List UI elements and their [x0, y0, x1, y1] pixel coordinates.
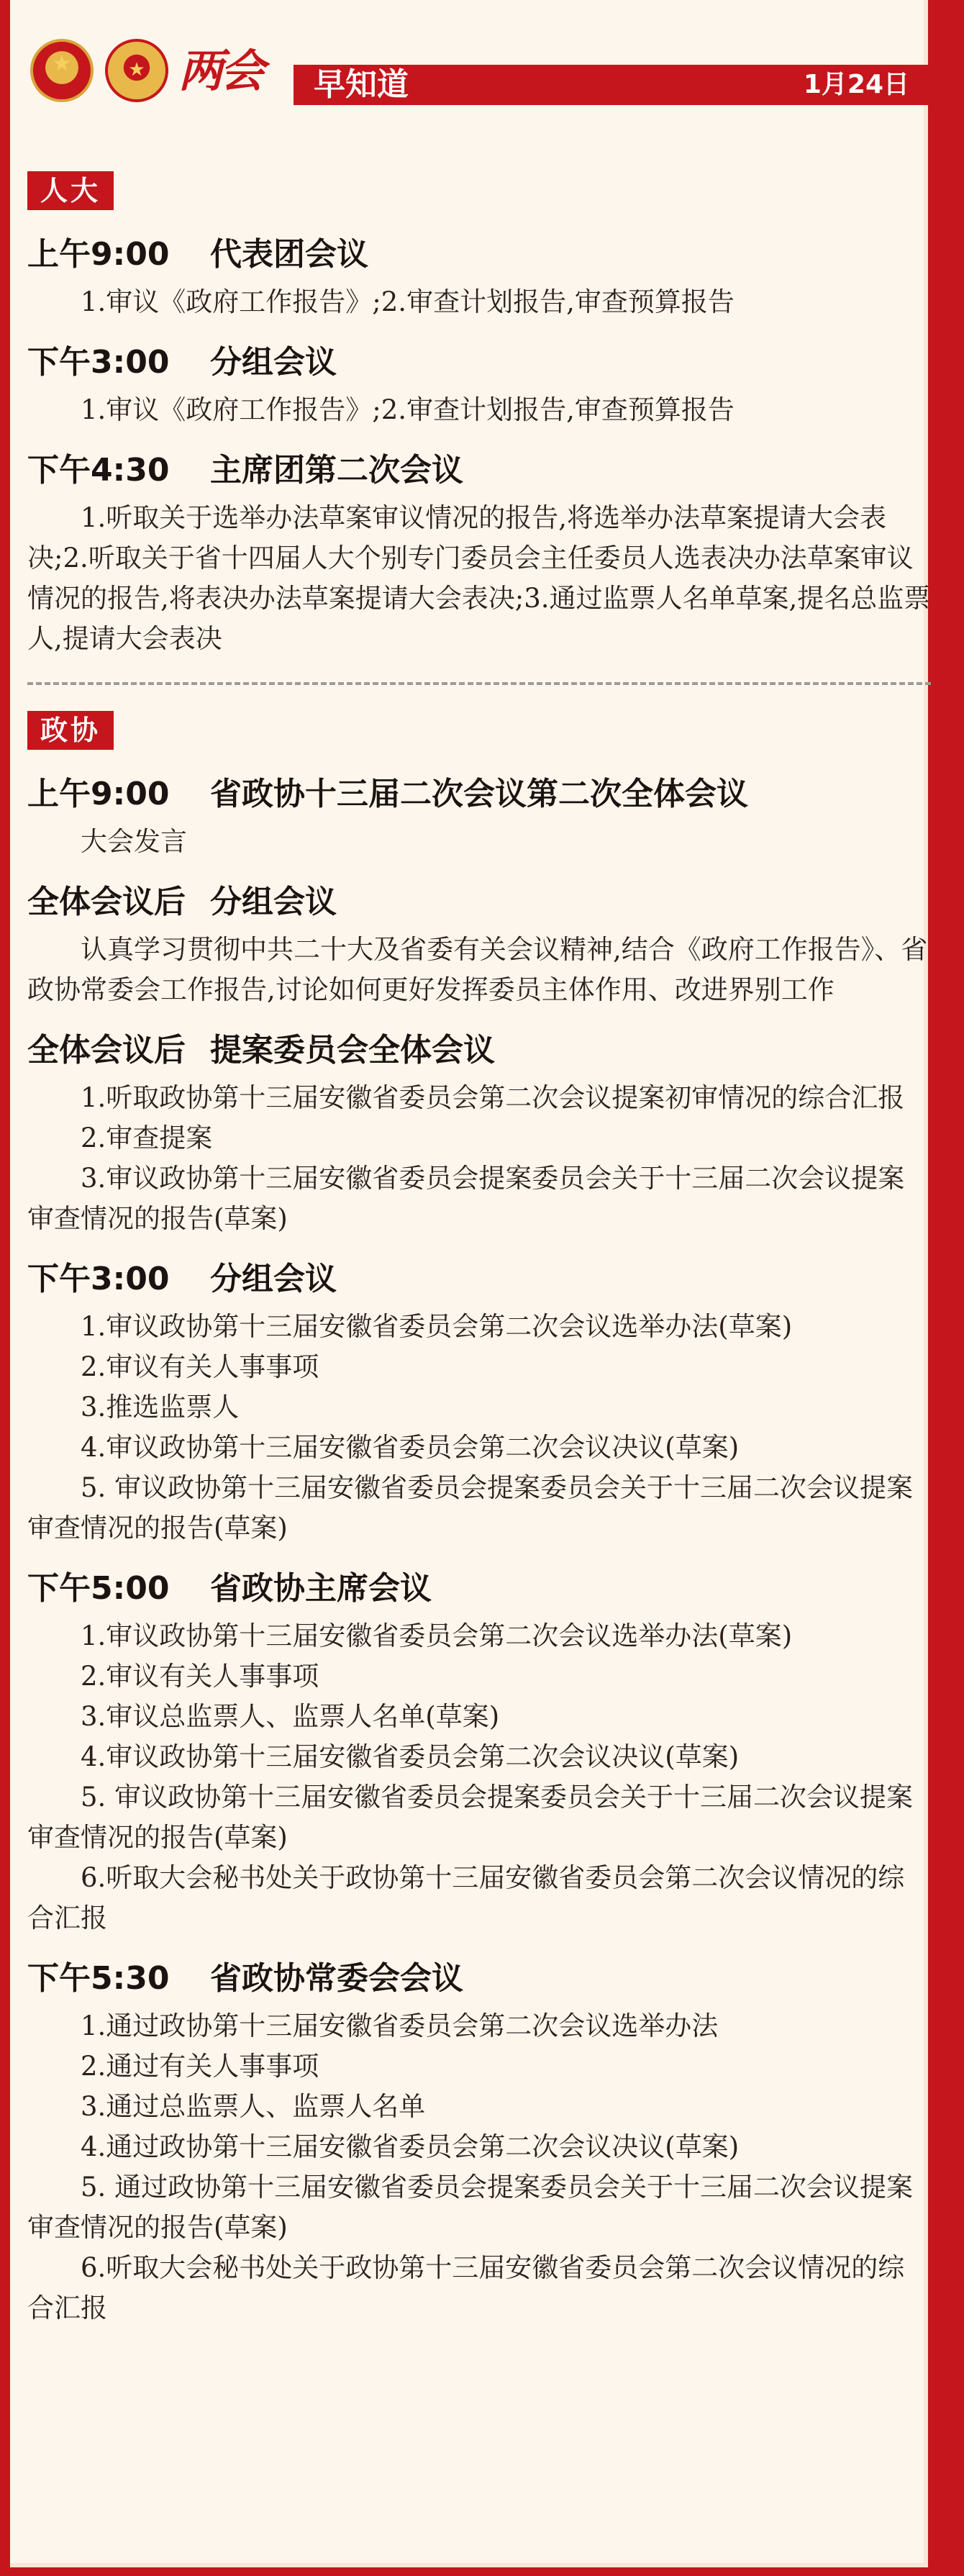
agenda-heading	[27, 1561, 931, 1616]
agenda-paragraph: 2.通过有关人事事项	[81, 2051, 319, 2082]
agenda-paragraph: 6.听取大会秘书处关于政协第十三届安徽省委员会第二次会议情况的综合汇报	[27, 2252, 905, 2323]
page-content	[27, 20, 931, 2328]
frame-bottom-strip	[10, 2563, 924, 2567]
title-banner	[294, 65, 931, 105]
agenda-paragraph: 5. 通过政协第十三届安徽省委员会提案委员会关于十三届二次会议提案审查情况的报告(草案)	[27, 2172, 914, 2243]
agenda-paragraph: 4.通过政协第十三届安徽省委员会第二次会议决议(草案)	[81, 2131, 740, 2162]
agenda-paragraph: 1.听取政协第十三届安徽省委员会第二次会议提案初审情况的综合汇报	[81, 1082, 905, 1113]
agenda-time: 下午5:00	[27, 1570, 170, 1607]
lianghui-logo: 两会	[178, 45, 263, 97]
agenda-paragraph: 认真学习贯彻中共二十大及省委有关会议精神,结合《政府工作报告》、省政协常委会工作报告,讨论如何更好发挥委员主体作用、改进界别工作	[27, 934, 928, 1005]
agenda-body	[27, 282, 931, 322]
agenda-body	[27, 1616, 931, 1938]
cppcc-tag: 政协	[27, 711, 114, 750]
agenda-item	[27, 335, 931, 430]
agenda-paragraph: 6.听取大会秘书处关于政协第十三届安徽省委员会第二次会议情况的综合汇报	[27, 1862, 905, 1933]
agenda-paragraph: 3.通过总监票人、监票人名单	[81, 2091, 426, 2122]
cppcc-emblem-icon: ★	[105, 39, 168, 102]
agenda-paragraph: 4.审议政协第十三届安徽省委员会第二次会议决议(草案)	[81, 1432, 740, 1463]
page-header	[27, 20, 931, 114]
frame-bottom-border	[0, 2567, 964, 2576]
agenda-item	[27, 1951, 931, 2328]
agenda-paragraph: 3.推选监票人	[81, 1392, 240, 1423]
agenda-body	[27, 2006, 931, 2328]
agenda-paragraph: 2.审议有关人事事项	[81, 1351, 319, 1382]
agenda-body	[27, 1078, 931, 1239]
page-title: 早知道	[314, 66, 409, 103]
agenda-time: 下午5:30	[27, 1960, 170, 1997]
agenda-heading	[27, 1951, 931, 2006]
agenda-paragraph: 5. 审议政协第十三届安徽省委员会提案委员会关于十三届二次会议提案审查情况的报告(草案)	[27, 1782, 914, 1853]
agenda-title: 提案委员会全体会议	[210, 1032, 495, 1069]
agenda-body	[27, 498, 931, 659]
agenda-heading	[27, 443, 931, 498]
agenda-time: 全体会议后	[27, 1032, 186, 1069]
cppcc-section	[27, 711, 931, 2328]
agenda-item	[27, 875, 931, 1010]
agenda-title: 代表团会议	[210, 236, 368, 273]
agenda-paragraph: 2.审查提案	[81, 1123, 213, 1153]
agenda-title: 分组会议	[210, 884, 337, 920]
agenda-item	[27, 767, 931, 862]
cppcc-agenda-list	[27, 767, 931, 2328]
npc-agenda-list	[27, 227, 931, 659]
agenda-heading	[27, 767, 931, 822]
agenda-time: 下午4:30	[27, 452, 170, 489]
agenda-title: 省政协常委会会议	[210, 1960, 463, 1997]
npc-tag: 人大	[27, 171, 114, 210]
agenda-title: 分组会议	[210, 344, 337, 381]
agenda-body	[27, 930, 931, 1010]
agenda-paragraph: 5. 审议政协第十三届安徽省委员会提案委员会关于十三届二次会议提案审查情况的报告(草案)	[27, 1472, 914, 1543]
agenda-item	[27, 1023, 931, 1239]
agenda-heading	[27, 335, 931, 390]
npc-section	[27, 171, 931, 659]
agenda-paragraph: 4.审议政协第十三届安徽省委员会第二次会议决议(草案)	[81, 1741, 740, 1772]
agenda-title: 省政协主席会议	[210, 1570, 432, 1607]
agenda-time: 全体会议后	[27, 884, 186, 920]
agenda-body	[27, 822, 931, 862]
agenda-paragraph: 2.审议有关人事事项	[81, 1661, 319, 1692]
agenda-item	[27, 443, 931, 659]
frame-right-border	[928, 0, 964, 2576]
agenda-heading	[27, 1252, 931, 1307]
page-date: 1月24日	[803, 70, 909, 99]
agenda-paragraph: 1.听取关于选举办法草案审议情况的报告,将选举办法草案提请大会表决;2.听取关于省十四届人大个别专门委员会主任委员人选表决办法草案审议情况的报告,将表决办法草案提请大会表决;3.通过监票人名单草案,提名总监票人,提请大会表决	[27, 502, 931, 654]
agenda-body	[27, 1307, 931, 1548]
agenda-time: 下午3:00	[27, 344, 170, 381]
agenda-heading	[27, 227, 931, 282]
agenda-paragraph: 1.通过政协第十三届安徽省委员会第二次会议选举办法	[81, 2010, 719, 2041]
frame-left-border	[0, 0, 10, 2576]
section-divider	[27, 682, 931, 685]
agenda-time: 上午9:00	[27, 236, 170, 273]
agenda-heading	[27, 875, 931, 930]
agenda-title: 主席团第二次会议	[210, 452, 463, 489]
agenda-title: 省政协十三届二次会议第二次全体会议	[210, 776, 748, 812]
agenda-heading	[27, 1023, 931, 1078]
agenda-item	[27, 1561, 931, 1938]
agenda-body	[27, 390, 931, 430]
national-emblem-icon: ★	[30, 39, 94, 102]
agenda-time: 上午9:00	[27, 776, 170, 812]
agenda-title: 分组会议	[210, 1261, 337, 1297]
agenda-paragraph: 1.审议政协第十三届安徽省委员会第二次会议选举办法(草案)	[81, 1311, 793, 1342]
agenda-paragraph: 1.审议《政府工作报告》;2.审查计划报告,审查预算报告	[81, 394, 735, 425]
agenda-paragraph: 3.审议政协第十三届安徽省委员会提案委员会关于十三届二次会议提案审查情况的报告(草案)	[27, 1163, 905, 1234]
agenda-paragraph: 1.审议政协第十三届安徽省委员会第二次会议选举办法(草案)	[81, 1620, 793, 1651]
agenda-item	[27, 227, 931, 322]
agenda-paragraph: 大会发言	[81, 826, 187, 857]
agenda-paragraph: 3.审议总监票人、监票人名单(草案)	[81, 1701, 500, 1732]
agenda-item	[27, 1252, 931, 1548]
agenda-time: 下午3:00	[27, 1261, 170, 1297]
agenda-paragraph: 1.审议《政府工作报告》;2.审查计划报告,审查预算报告	[81, 286, 735, 317]
